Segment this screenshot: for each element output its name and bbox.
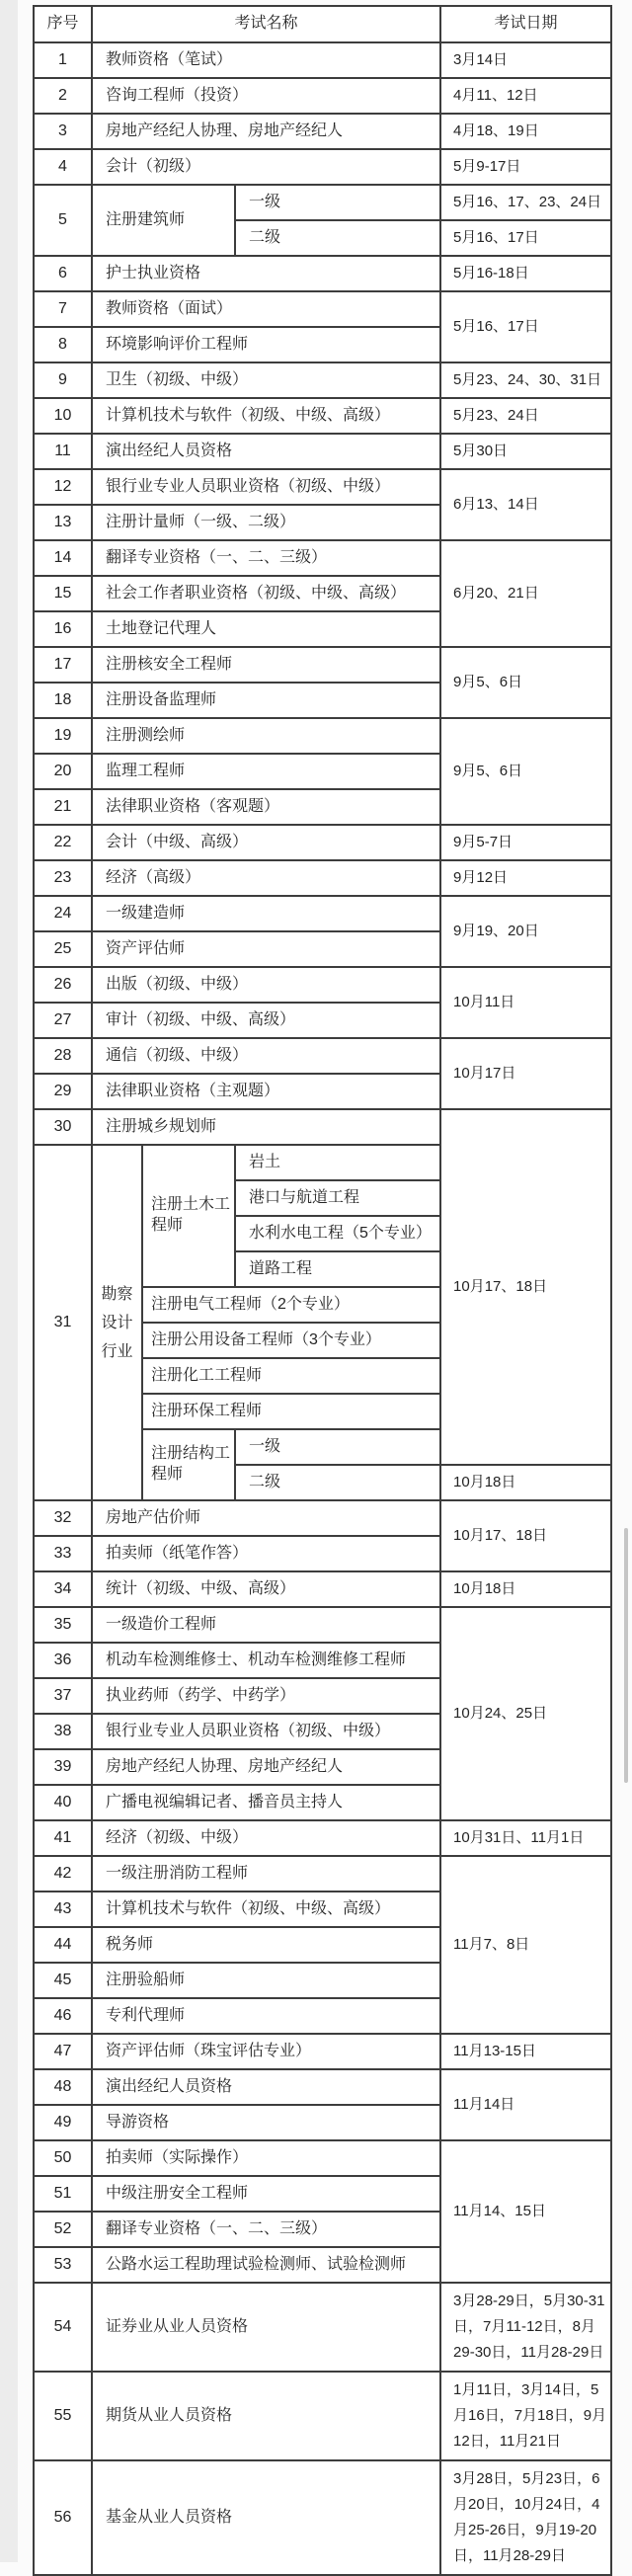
exam-date: 6月13、14日 (440, 469, 611, 540)
page-margin-strip (0, 0, 18, 2562)
row-index: 33 (34, 1536, 92, 1571)
exam-name: 注册建筑师 (92, 185, 235, 256)
industry-group: 勘察设计行业 (92, 1145, 142, 1500)
civil-specialty: 道路工程 (235, 1251, 440, 1287)
exam-name: 教师资格（面试） (92, 291, 440, 327)
exam-name: 护士执业资格 (92, 256, 440, 291)
exam-name: 经济（初级、中级） (92, 1820, 440, 1856)
exam-name: 一级造价工程师 (92, 1607, 440, 1643)
table-row (34, 78, 611, 114)
row-index: 48 (34, 2069, 92, 2105)
row-index: 22 (34, 825, 92, 860)
table-row (34, 42, 611, 78)
row-index: 9 (34, 362, 92, 398)
exam-date: 9月5-7日 (440, 825, 611, 860)
exam-name: 资产评估师 (92, 931, 440, 967)
row-index: 36 (34, 1643, 92, 1678)
exam-name: 演出经纪人员资格 (92, 434, 440, 469)
row-index: 45 (34, 1963, 92, 1998)
exam-schedule (33, 5, 612, 2576)
exam-name: 教师资格（笔试） (92, 42, 440, 78)
exam-name: 注册城乡规划师 (92, 1109, 440, 1145)
exam-name: 执业药师（药学、中药学） (92, 1678, 440, 1714)
exam-date: 9月12日 (440, 860, 611, 896)
table-row (34, 647, 611, 683)
header-row (34, 6, 611, 42)
row-index: 55 (34, 2372, 92, 2460)
exam-name: 环境影响评价工程师 (92, 327, 440, 362)
exam-date: 10月18日 (440, 1465, 611, 1500)
table-row (34, 291, 611, 327)
structural-engineer-category: 注册结构工程师 (142, 1429, 235, 1500)
exam-name: 房地产估价师 (92, 1500, 440, 1536)
exam-date: 10月17、18日 (440, 1500, 611, 1571)
table-row (34, 185, 611, 220)
exam-level: 二级 (235, 1465, 440, 1500)
exam-level: 一级 (235, 1429, 440, 1465)
exam-name: 房地产经纪人协理、房地产经纪人 (92, 114, 440, 149)
row-index: 29 (34, 1074, 92, 1109)
header-index: 序号 (34, 6, 92, 42)
row-index: 32 (34, 1500, 92, 1536)
table-row (34, 860, 611, 896)
exam-date: 6月20、21日 (440, 540, 611, 647)
table-row (34, 2372, 611, 2460)
row-index: 37 (34, 1678, 92, 1714)
table-row (34, 2140, 611, 2176)
exam-name: 注册测绘师 (92, 718, 440, 754)
row-index: 7 (34, 291, 92, 327)
exam-name: 一级建造师 (92, 896, 440, 931)
exam-name: 法律职业资格（客观题） (92, 789, 440, 825)
row-index: 11 (34, 434, 92, 469)
row-index: 24 (34, 896, 92, 931)
exam-date: 5月16、17日 (440, 291, 611, 362)
exam-date: 11月7、8日 (440, 1856, 611, 2034)
exam-name: 翻译专业资格（一、二、三级） (92, 540, 440, 576)
row-index: 10 (34, 398, 92, 434)
exam-name: 公路水运工程助理试验检测师、试验检测师 (92, 2247, 440, 2283)
row-index: 12 (34, 469, 92, 505)
exam-name: 一级注册消防工程师 (92, 1856, 440, 1892)
exam-name: 拍卖师（纸笔作答） (92, 1536, 440, 1571)
exam-schedule-table (33, 5, 612, 2576)
row-index: 42 (34, 1856, 92, 1892)
exam-name: 注册设备监理师 (92, 683, 440, 718)
exam-date: 9月19、20日 (440, 896, 611, 967)
exam-name: 审计（初级、中级、高级） (92, 1003, 440, 1038)
exam-date: 9月5、6日 (440, 718, 611, 825)
exam-name: 会计（中级、高级） (92, 825, 440, 860)
exam-date: 1月11日，3月14日，5月16日，7月18日，9月12日，11月21日 (440, 2372, 611, 2460)
row-index: 4 (34, 149, 92, 185)
table-row (34, 362, 611, 398)
row-index: 49 (34, 2105, 92, 2140)
exam-name: 期货从业人员资格 (92, 2372, 440, 2460)
scrollbar-thumb[interactable] (624, 1528, 628, 1783)
table-row (34, 1109, 611, 1145)
exam-name: 广播电视编辑记者、播音员主持人 (92, 1785, 440, 1820)
row-index: 51 (34, 2176, 92, 2212)
exam-name: 计算机技术与软件（初级、中级、高级） (92, 398, 440, 434)
row-index: 21 (34, 789, 92, 825)
exam-name: 证券业从业人员资格 (92, 2283, 440, 2372)
exam-name: 出版（初级、中级） (92, 967, 440, 1003)
row-index: 34 (34, 1571, 92, 1607)
row-index: 15 (34, 576, 92, 611)
exam-date: 10月11日 (440, 967, 611, 1038)
row-index: 19 (34, 718, 92, 754)
table-row (34, 256, 611, 291)
exam-name: 房地产经纪人协理、房地产经纪人 (92, 1749, 440, 1785)
row-index: 28 (34, 1038, 92, 1074)
exam-name: 银行业专业人员职业资格（初级、中级） (92, 469, 440, 505)
exam-name: 监理工程师 (92, 754, 440, 789)
row-index: 35 (34, 1607, 92, 1643)
exam-name: 演出经纪人员资格 (92, 2069, 440, 2105)
table-row (34, 149, 611, 185)
row-index: 53 (34, 2247, 92, 2283)
table-row (34, 1500, 611, 1536)
row-index: 31 (34, 1145, 92, 1500)
row-index: 50 (34, 2140, 92, 2176)
row-index: 30 (34, 1109, 92, 1145)
civil-engineer-category: 注册土木工程师 (142, 1145, 235, 1287)
table-row (34, 1607, 611, 1643)
table-row (34, 1571, 611, 1607)
row-index: 56 (34, 2460, 92, 2575)
exam-date: 5月16、17、23、24日 (440, 185, 611, 220)
row-index: 40 (34, 1785, 92, 1820)
exam-name: 通信（初级、中级） (92, 1038, 440, 1074)
row-index: 41 (34, 1820, 92, 1856)
exam-date: 10月17、18日 (440, 1109, 611, 1465)
row-index: 18 (34, 683, 92, 718)
row-index: 8 (34, 327, 92, 362)
row-index: 47 (34, 2034, 92, 2069)
exam-date: 10月31日、11月1日 (440, 1820, 611, 1856)
exam-date: 5月9-17日 (440, 149, 611, 185)
exam-date: 11月14日 (440, 2069, 611, 2140)
table-row (34, 2069, 611, 2105)
row-index: 26 (34, 967, 92, 1003)
exam-name: 土地登记代理人 (92, 611, 440, 647)
exam-name: 中级注册安全工程师 (92, 2176, 440, 2212)
exam-name: 注册核安全工程师 (92, 647, 440, 683)
table-row (34, 469, 611, 505)
exam-name: 基金从业人员资格 (92, 2460, 440, 2575)
table-row (34, 114, 611, 149)
row-index: 39 (34, 1749, 92, 1785)
table-row (34, 967, 611, 1003)
table-row (34, 2460, 611, 2575)
exam-name: 银行业专业人员职业资格（初级、中级） (92, 1714, 440, 1749)
exam-name: 卫生（初级、中级） (92, 362, 440, 398)
exam-name: 注册计量师（一级、二级） (92, 505, 440, 540)
exam-date: 5月16、17日 (440, 220, 611, 256)
row-index: 25 (34, 931, 92, 967)
exam-date: 5月16-18日 (440, 256, 611, 291)
exam-date: 10月24、25日 (440, 1607, 611, 1820)
table-row (34, 718, 611, 754)
row-index: 54 (34, 2283, 92, 2372)
civil-specialty: 港口与航道工程 (235, 1180, 440, 1216)
table-row (34, 540, 611, 576)
exam-name: 翻译专业资格（一、二、三级） (92, 2212, 440, 2247)
exam-date: 4月11、12日 (440, 78, 611, 114)
exam-name: 导游资格 (92, 2105, 440, 2140)
exam-name: 注册验船师 (92, 1963, 440, 1998)
table-row (34, 398, 611, 434)
row-index: 16 (34, 611, 92, 647)
row-index: 43 (34, 1892, 92, 1927)
row-index: 27 (34, 1003, 92, 1038)
table-row (34, 434, 611, 469)
exam-date: 3月14日 (440, 42, 611, 78)
row-index: 38 (34, 1714, 92, 1749)
table-row (34, 1856, 611, 1892)
row-index: 17 (34, 647, 92, 683)
table-row (34, 825, 611, 860)
exam-date: 5月30日 (440, 434, 611, 469)
exam-date: 3月28-29日，5月30-31日，7月11-12日，8月29-30日，11月28-29日 (440, 2283, 611, 2372)
sub-exam-name: 注册环保工程师 (142, 1394, 440, 1429)
exam-date: 11月14、15日 (440, 2140, 611, 2283)
row-index: 3 (34, 114, 92, 149)
row-index: 46 (34, 1998, 92, 2034)
exam-date: 5月23、24日 (440, 398, 611, 434)
table-row (34, 896, 611, 931)
header-exam-date: 考试日期 (440, 6, 611, 42)
exam-name: 资产评估师（珠宝评估专业） (92, 2034, 440, 2069)
table-row (34, 1038, 611, 1074)
row-index: 6 (34, 256, 92, 291)
exam-date: 3月28日，5月23日，6月20日，10月24日，4月25-26日，9月19-20日，11月28-29日 (440, 2460, 611, 2575)
header-exam-name: 考试名称 (92, 6, 440, 42)
exam-date: 10月18日 (440, 1571, 611, 1607)
exam-name: 咨询工程师（投资） (92, 78, 440, 114)
exam-name: 专利代理师 (92, 1998, 440, 2034)
sub-exam-name: 注册化工工程师 (142, 1358, 440, 1394)
exam-name: 会计（初级） (92, 149, 440, 185)
exam-name: 计算机技术与软件（初级、中级、高级） (92, 1892, 440, 1927)
civil-specialty: 岩土 (235, 1145, 440, 1180)
row-index: 23 (34, 860, 92, 896)
row-index: 44 (34, 1927, 92, 1963)
row-index: 5 (34, 185, 92, 256)
exam-date: 9月5、6日 (440, 647, 611, 718)
exam-name: 法律职业资格（主观题） (92, 1074, 440, 1109)
exam-date: 11月13-15日 (440, 2034, 611, 2069)
exam-name: 社会工作者职业资格（初级、中级、高级） (92, 576, 440, 611)
exam-name: 税务师 (92, 1927, 440, 1963)
row-index: 1 (34, 42, 92, 78)
row-index: 13 (34, 505, 92, 540)
civil-specialty: 水利水电工程（5个专业） (235, 1216, 440, 1251)
exam-name: 统计（初级、中级、高级） (92, 1571, 440, 1607)
exam-date: 5月23、24、30、31日 (440, 362, 611, 398)
sub-exam-name: 注册公用设备工程师（3个专业） (142, 1323, 440, 1358)
table-row (34, 2034, 611, 2069)
row-index: 14 (34, 540, 92, 576)
exam-date: 4月18、19日 (440, 114, 611, 149)
row-index: 20 (34, 754, 92, 789)
row-index: 52 (34, 2212, 92, 2247)
exam-name: 拍卖师（实际操作） (92, 2140, 440, 2176)
exam-level: 二级 (235, 220, 440, 256)
exam-name: 经济（高级） (92, 860, 440, 896)
row-index: 2 (34, 78, 92, 114)
table-row (34, 1820, 611, 1856)
exam-level: 一级 (235, 185, 440, 220)
exam-name: 机动车检测维修士、机动车检测维修工程师 (92, 1643, 440, 1678)
sub-exam-name: 注册电气工程师（2个专业） (142, 1287, 440, 1323)
table-row (34, 2283, 611, 2372)
exam-date: 10月17日 (440, 1038, 611, 1109)
